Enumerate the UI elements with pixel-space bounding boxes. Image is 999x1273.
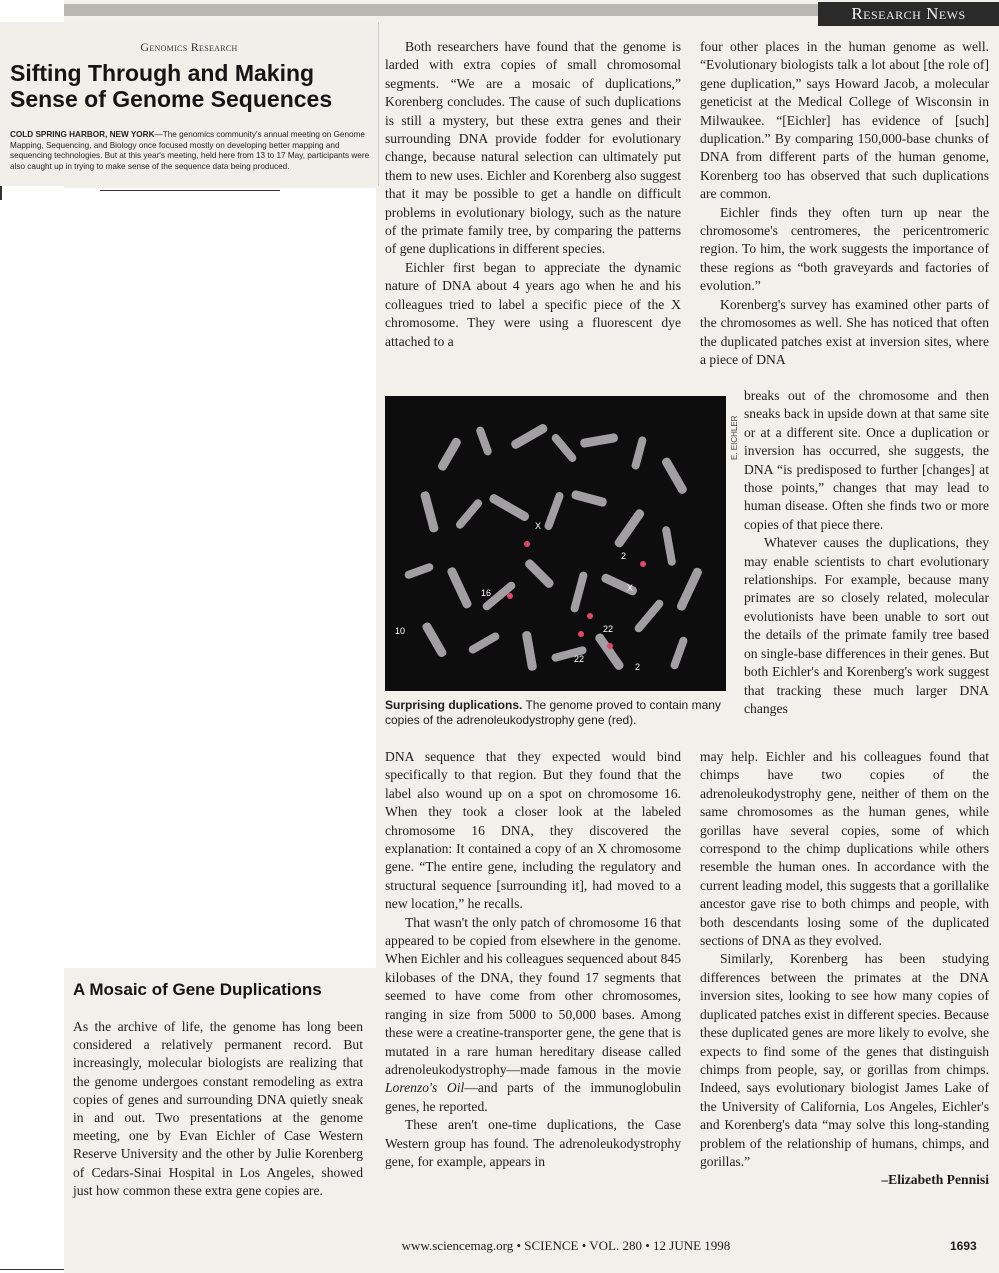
- paragraph: Eichler first began to appreciate the dynamic nature of DNA about 4 years ago when he and his colleagues tried to label a specific piece of the X chromosome. They were using a fluorescent dye attached to a: [385, 259, 681, 349]
- paragraph: may help. Eichler and his colleagues found that chimps have two copies of the adrenoleukodystrophy gene, neither of them on the same chromosomes as the human genes, while gorillas have several copies, some of which correspond to the chimp duplications while others resemble the human ones. In accordance with the current leading model, this suggests that a gorillalike ancestor gave rise to both chimps and people, with both descendants losing some of the duplicated sections of DNA as they evolved.: [700, 749, 989, 949]
- chromosome-label: 10: [395, 626, 406, 636]
- kicker: Genomics Research: [140, 40, 238, 54]
- paragraph: Similarly, Korenberg has been studying differences between the primates at the DNA inversion sites, looking to see how many copies of duplicated patches exist in different species. Because these duplicated genes are more likely to evolve, she expects to find some of the genes that distinguish chimps from people, say, or gorillas from chimps. Indeed, says evolutionary biologist James Lake of the University of California, Los Angeles, Eichler's and Korenberg's data “may solve this long-standing problem of the relationship of humans, chimps, and gorillas.”: [700, 951, 989, 1169]
- chromosome-label: X: [627, 583, 634, 593]
- sidebar-text: [73, 1018, 363, 1200]
- byline: –Elizabeth Pennisi: [881, 1172, 989, 1188]
- column-3-bottom: [700, 748, 989, 1190]
- paragraph-text: —and parts of the immunoglobulin genes, he reported.: [385, 1080, 681, 1114]
- caption-title: Surprising duplications.: [385, 698, 523, 712]
- caption-text: The genome proved to contain many copies of the adrenoleukodystrophy gene (red).: [385, 698, 721, 727]
- paragraph: These aren't one-time duplications, the Case Western group has found. The adrenoleukodystrophy gene, for example, appears in: [385, 1117, 681, 1169]
- section-tag: Research News: [818, 2, 999, 26]
- chromosome-label: 2: [621, 551, 627, 561]
- paragraph: As the archive of life, the genome has long been considered a relatively permanent record. But increasingly, molecular biologists are realizing that the genome undergoes constant remodeling as extra copies of genes and surrounding DNA quietly sneak in and out. Two presentations at the genome meeting, one by Evan Eichler of Case Western Reserve University and the other by Julie Korenberg of Cedars-Sinai Hospital in Los Angeles, showed just how common these extra gene copies are.: [73, 1019, 363, 1198]
- paragraph: DNA sequence that they expected would bind specifically to that region. But they found that the label also wound up on a spot on chromosome 16. When they took a closer look at the labeled chromosome 16 DNA, they discovered the explanation: It contained a copy of an X chromosome gene. “The entire gene, including the regulatory and structural sequence [surrounding it], had moved to a new location,” he recalls.: [385, 749, 681, 912]
- chromosome-label: 16: [481, 588, 492, 598]
- paragraph: breaks out of the chromosome and then sneaks back in upside down at that same site or at a different site. Once a duplication or inversion has occurred, she suggests, the DNA “is predisposed to further [changes] at those points,” changes that may lead to human disease. Often she finds two or more copies of that piece there.: [744, 388, 989, 532]
- page-footer: [64, 1238, 999, 1254]
- top-rule: [64, 4, 818, 16]
- paragraph: Both researchers have found that the genome is larded with extra copies of small chromosomal segments. “We are a mosaic of duplications,” Korenberg concludes. The cause of such duplications is still a mystery, but these extra genes and their surrounding DNA provide fodder for evolutionary change, because natural selection can ultimately put them to new uses. Eichler and Korenberg also suggest that it may be possible to get a handle on difficult problems in evolutionary biology, such as the nature of the primate family tree, by comparing the patterns of gene duplications in different species.: [385, 39, 681, 257]
- chromosome-label: 22: [574, 654, 585, 664]
- paragraph: Whatever causes the duplications, they may enable scientists to chart evolutionary relationships. For example, because many primates are so closely related, molecular evolutionists have been unable to sort out the details of the primate family tree based on single-base differences in their genes. But both Eichler's and Korenberg's work suggest that tracking these much larger DNA changes: [744, 535, 989, 716]
- paragraph: Eichler finds they often turn up near the chromosome's centromeres, the pericentromeric region. To him, the work suggests the importance of these regions as “both graveyards and factories of evolution.”: [700, 204, 989, 294]
- divider: [0, 186, 2, 200]
- chromosome-label: X: [535, 521, 542, 531]
- divider: [100, 190, 280, 191]
- page-number: 1693: [950, 1239, 977, 1253]
- column-2-top: [385, 38, 681, 351]
- column-2-bottom: [385, 748, 681, 1171]
- divider: [0, 1269, 64, 1270]
- dek: [10, 130, 370, 172]
- sidebar-title: A Mosaic of Gene Duplications: [73, 980, 322, 999]
- footer-citation: www.sciencemag.org • SCIENCE • VOL. 280 • 12 JUNE 1998: [401, 1238, 731, 1253]
- column-3-top: [700, 38, 989, 369]
- movie-title: Lorenzo's Oil: [385, 1080, 465, 1096]
- chromosome-image: [385, 396, 726, 691]
- figure-caption: [385, 698, 730, 728]
- paragraph: [385, 914, 681, 1116]
- genomics-research-box: [0, 22, 379, 186]
- column-3-narrow: [744, 387, 989, 718]
- dek-text: —The genomics community's annual meeting on Genome Mapping, Sequencing, and Biology once focused mostly on developing better mapping and sequencing technologies. But at this year's meeting, held here from 13 to 17 May, participants were also caught up in trying to make sense of the sequence data being produced.: [10, 130, 370, 171]
- dateline: COLD SPRING HARBOR, NEW YORK: [10, 130, 155, 139]
- paragraph: Korenberg's survey has examined other parts of the chromosomes as well. She has noticed that often the duplicated patches exist at inversion sites, where a piece of DNA: [700, 296, 989, 367]
- chromosome-label: 2: [635, 662, 641, 672]
- chromosome-photo: [385, 396, 726, 691]
- photo-credit: E. EICHLER: [730, 415, 739, 460]
- blank-area: [0, 188, 376, 968]
- paragraph: four other places in the human genome as well. “Evolutionary biologists talk a lot about [the role of] gene duplication,” says Howard Jacob, a molecular geneticist at the Medical College of Wisconsin in Milwaukee. “[Eichler] has evidence of [such] duplication.” By comparing 150,000-base chunks of DNA from different parts of the human genome, Korenberg too has observed that such duplications are common.: [700, 39, 989, 202]
- headline: Sifting Through and Making Sense of Genome Sequences: [10, 60, 333, 112]
- chromosome-label: 22: [603, 624, 614, 634]
- paragraph-text: That wasn't the only patch of chromosome 16 that appeared to be copied from elsewhere in the genome. When Eichler and his colleagues sequenced about 845 kilobases of the DNA, they found 17 segments that seemed to have come from other chromosomes, ranging in size from 5000 to 50,000 bases. Among these were a creatine-transporter gene, the gene that is mutated in a rare human hereditary disease called adrenoleukodystrophy—made famous in the movie: [385, 914, 681, 1077]
